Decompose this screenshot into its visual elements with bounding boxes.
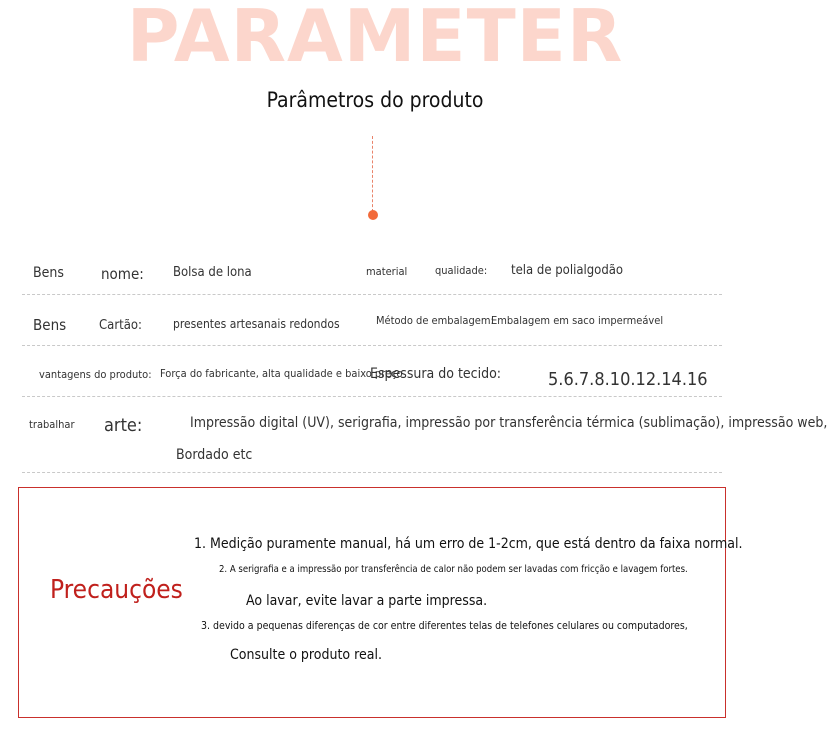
row3-label-thickness: Espessura do tecido: [370, 366, 502, 382]
row4-label-work: trabalhar [29, 418, 75, 431]
row3-label-advantages: vantagens do produto: [39, 368, 152, 381]
row-divider [22, 472, 722, 473]
row4-value-art-line1: Impressão digital (UV), serigrafia, impressão por transferência térmica (sublimação), impressão web, [190, 415, 827, 431]
row4-value-art-line2: Bordado etc [176, 447, 253, 463]
precaution-note-2a: 2. A serigrafia e a impressão por transferência de calor não podem ser lavadas com fricção e lavagem fortes. [219, 564, 688, 575]
row1-label-material: material [366, 265, 408, 278]
row2-label-bens: Bens [33, 316, 67, 334]
row-divider [22, 396, 722, 397]
parameter-heading: PARAMETER [126, 0, 624, 78]
precaution-note-3b: Consulte o produto real. [230, 647, 382, 663]
precaution-note-2b: Ao lavar, evite lavar a parte impressa. [246, 593, 488, 609]
row1-label-name: nome: [101, 265, 144, 283]
row1-value-material: tela de polialgodão [511, 263, 624, 278]
precaution-note-1: 1. Medição puramente manual, há um erro de 1-2cm, que está dentro da faixa normal. [194, 536, 743, 552]
row4-label-art: arte: [104, 415, 143, 436]
precautions-title: Precauções [50, 575, 183, 605]
precaution-note-3a: 3. devido a pequenas diferenças de cor entre diferentes telas de telefones celulares ou computadores, [201, 620, 688, 632]
page-subtitle: Parâmetros do produto [266, 88, 484, 112]
row-divider [22, 345, 722, 346]
row1-label-bens: Bens [33, 265, 64, 281]
row1-value-name: Bolsa de lona [173, 265, 252, 280]
row2-value-card: presentes artesanais redondos [173, 317, 340, 331]
row2-value-packing: Embalagem em saco impermeável [491, 314, 664, 327]
row1-label-quality: qualidade: [435, 264, 488, 277]
row3-value-thickness: 5.6.7.8.10.12.14.16 [548, 369, 708, 390]
row2-label-card: Cartão: [99, 318, 142, 333]
row2-label-packing: Método de embalagem: [376, 314, 494, 327]
connector-line [372, 136, 373, 212]
connector-dot [368, 210, 378, 220]
row-divider [22, 294, 722, 295]
row3-value-advantages: Força do fabricante, alta qualidade e baixo preço [160, 367, 403, 380]
